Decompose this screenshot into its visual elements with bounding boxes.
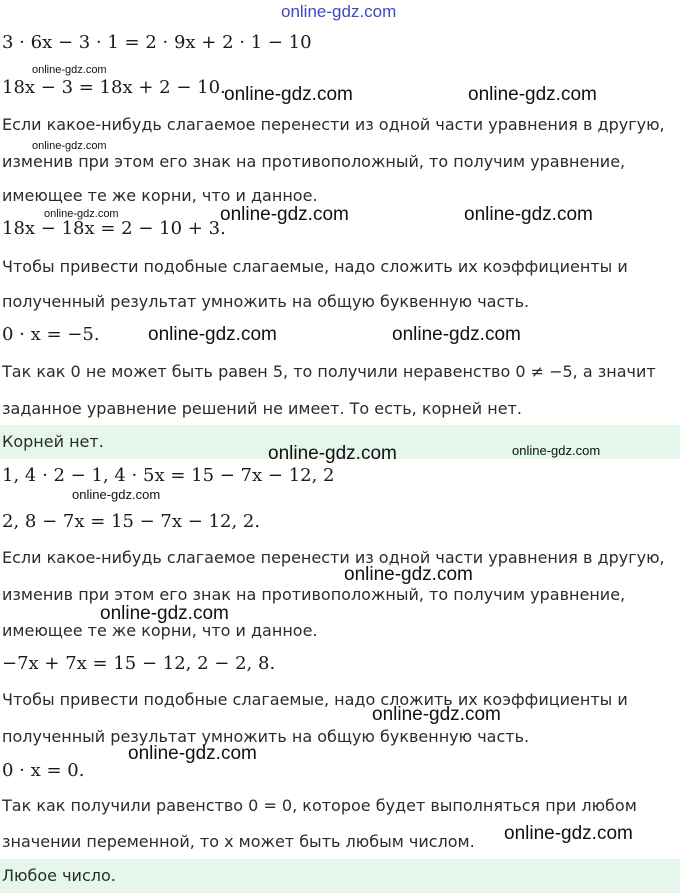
watermark: online-gdz.com: [32, 64, 107, 76]
like-terms-line-2: полученный результат умножить на общую буквенную часть.: [2, 292, 530, 311]
rule-text-line-2b: изменив при этом его знак на противоположный, то получим уравнение,: [2, 585, 626, 604]
equation-2-1: 1, 4 · 2 − 1, 4 · 5x = 15 − 7x − 12, 2: [2, 465, 335, 486]
like-terms-line-2b: полученный результат умножить на общую буквенную часть.: [2, 727, 530, 746]
watermark: online-gdz.com: [72, 487, 161, 502]
answer-text-2: Любое число.: [2, 866, 116, 885]
watermark: online-gdz.com: [128, 743, 257, 764]
watermark: online-gdz.com: [44, 208, 119, 220]
watermark: online-gdz.com: [220, 204, 349, 225]
watermark: online-gdz.com: [504, 823, 633, 844]
answer-text-1: Корней нет.: [2, 432, 104, 451]
watermark: online-gdz.com: [464, 204, 593, 225]
equation-1-1: 3 · 6x − 3 · 1 = 2 · 9x + 2 · 1 − 10: [2, 32, 312, 53]
watermark: online-gdz.com: [372, 704, 501, 725]
rule-text-line-3: имеющее те же корни, что и данное.: [2, 186, 318, 205]
watermark: online-gdz.com: [224, 84, 353, 105]
like-terms-line-1: Чтобы привести подобные слагаемые, надо сложить их коэффициенты и: [2, 257, 628, 276]
watermark: online-gdz.com: [344, 564, 473, 585]
watermark: online-gdz.com: [148, 324, 277, 345]
equation-1-2: 18x − 3 = 18x + 2 − 10.: [2, 77, 226, 98]
rule-text-line-1b: Если какое-нибудь слагаемое перенести из одной части уравнения в другую,: [2, 548, 665, 567]
watermark: online-gdz.com: [268, 443, 397, 464]
conclusion-line-2b: значении переменной, то x может быть любым числом.: [2, 832, 475, 851]
equation-2-2: 2, 8 − 7x = 15 − 7x − 12, 2.: [2, 511, 261, 532]
like-terms-line-1b: Чтобы привести подобные слагаемые, надо сложить их коэффициенты и: [2, 690, 628, 709]
rule-text-line-2: изменив при этом его знак на противоположный, то получим уравнение,: [2, 152, 626, 171]
conclusion-line-1b: Так как получили равенство 0 = 0, которое будет выполняться при любом: [2, 796, 637, 815]
watermark: online-gdz.com: [468, 84, 597, 105]
equation-2-4: 0 · x = 0.: [2, 760, 85, 781]
watermark: online-gdz.com: [392, 324, 521, 345]
rule-text-line-1: Если какое-нибудь слагаемое перенести из одной части уравнения в другую,: [2, 115, 665, 134]
rule-text-line-3b: имеющее те же корни, что и данное.: [2, 621, 318, 640]
watermark: online-gdz.com: [512, 443, 601, 458]
equation-1-3: 18x − 18x = 2 − 10 + 3.: [2, 218, 226, 239]
answer-box-2: [0, 859, 680, 893]
equation-2-3: −7x + 7x = 15 − 12, 2 − 2, 8.: [2, 653, 276, 674]
conclusion-line-1: Так как 0 не может быть равен 5, то получили неравенство 0 ≠ −5, а значит: [2, 362, 656, 381]
watermark: online-gdz.com: [32, 140, 107, 152]
watermark: online-gdz.com: [100, 603, 229, 624]
equation-1-4: 0 · x = −5.: [2, 324, 100, 345]
conclusion-line-2: заданное уравнение решений не имеет. То есть, корней нет.: [2, 399, 522, 418]
watermark-top: online-gdz.com: [281, 2, 397, 21]
